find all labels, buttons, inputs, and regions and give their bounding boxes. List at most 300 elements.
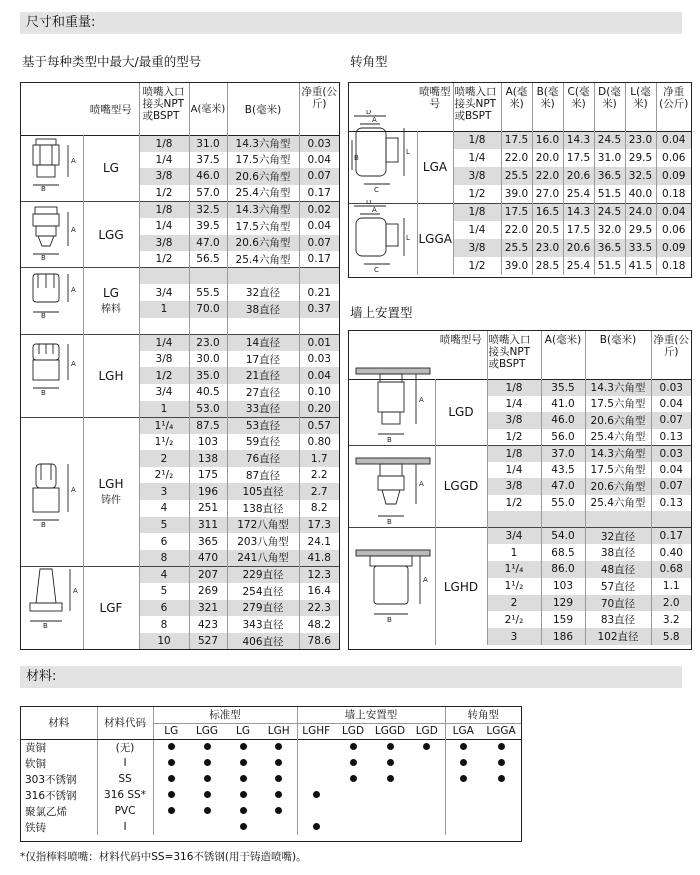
materials-column-header: LGH <box>261 723 297 739</box>
table-cell: 4 <box>139 566 189 583</box>
table-cell: 17直径 <box>227 351 299 368</box>
table-cell: 20.6六角型 <box>585 478 651 495</box>
table-cell: 0.68 <box>651 561 691 578</box>
table-cell: 4 <box>139 500 189 517</box>
table-cell: 47.0 <box>541 478 585 495</box>
materials-section-title: 材料: <box>20 666 682 688</box>
material-availability <box>225 803 261 819</box>
table-cell: 43.5 <box>541 462 585 479</box>
available-dot-icon <box>275 791 282 798</box>
available-dot-icon <box>275 807 282 814</box>
table-cell <box>189 268 227 285</box>
table-cell: 22.0 <box>532 167 563 185</box>
table-cell: 31.0 <box>189 135 227 152</box>
material-availability <box>261 739 297 755</box>
table-cell: 30.0 <box>189 351 227 368</box>
table-cell: 0.04 <box>299 218 339 235</box>
svg-text:D: D <box>366 110 372 116</box>
materials-column-header: LGD <box>409 723 445 739</box>
table-cell: 32直径 <box>227 284 299 301</box>
table-cell: 1/4 <box>139 218 189 235</box>
material-availability <box>189 787 225 803</box>
lgga-nozzle-diagram <box>350 200 414 274</box>
table-cell: 3/8 <box>139 235 189 252</box>
table-cell: 0.80 <box>299 434 339 451</box>
table-cell: 20.5 <box>532 221 563 239</box>
table-cell: 1/4 <box>453 221 501 239</box>
table-cell: 0.04 <box>299 367 339 384</box>
table-cell: 159 <box>541 611 585 628</box>
table-cell: 1/2 <box>139 367 189 384</box>
material-name: 软铜 <box>21 755 97 771</box>
table-cell <box>227 268 299 285</box>
svg-text:A: A <box>71 486 76 494</box>
table-cell: 41.5 <box>625 257 656 275</box>
available-dot-icon <box>460 775 467 782</box>
table-cell: 46.0 <box>189 168 227 185</box>
svg-text:A: A <box>71 360 76 368</box>
table-cell: 23.0 <box>625 131 656 149</box>
available-dot-icon <box>460 759 467 766</box>
table-cell: 0.10 <box>299 384 339 401</box>
model-name: LGA <box>417 131 453 203</box>
table-cell: 1/4 <box>139 152 189 169</box>
table-cell: 1/8 <box>139 201 189 218</box>
available-dot-icon <box>204 743 211 750</box>
table-cell <box>139 318 189 335</box>
available-dot-icon <box>204 791 211 798</box>
table-cell: 0.02 <box>299 201 339 218</box>
material-availability <box>445 819 481 835</box>
svg-text:B: B <box>41 312 46 320</box>
svg-text:B: B <box>41 521 46 529</box>
table-cell: 31.0 <box>594 149 625 167</box>
svg-text:B: B <box>387 436 392 444</box>
table-cell: 229直径 <box>227 566 299 583</box>
table-cell: 25.4六角型 <box>227 185 299 202</box>
svg-text:C: C <box>374 266 379 274</box>
available-dot-icon <box>387 743 394 750</box>
table-cell: 0.03 <box>651 445 691 462</box>
table-cell: 6 <box>139 600 189 617</box>
available-dot-icon <box>204 759 211 766</box>
table-cell: 83直径 <box>585 611 651 628</box>
material-code: (无) <box>97 739 153 755</box>
materials-column-header: LGGD <box>374 725 406 737</box>
available-dot-icon <box>168 743 175 750</box>
materials-column-header: LGG <box>195 725 219 737</box>
material-availability <box>189 739 225 755</box>
table-cell: 3/8 <box>453 239 501 257</box>
table-cell: 10 <box>139 633 189 650</box>
table-cell: 78.6 <box>299 633 339 650</box>
table-cell: 1¹/₂ <box>487 578 541 595</box>
table-cell: 172八角型 <box>227 517 299 534</box>
lgg-nozzle-diagram <box>26 204 82 262</box>
available-dot-icon <box>350 759 357 766</box>
table-cell <box>299 268 339 285</box>
table-cell: 251 <box>189 500 227 517</box>
table-cell: 53直径 <box>227 417 299 434</box>
material-availability <box>481 803 521 819</box>
model-name: LGH <box>83 334 139 417</box>
svg-text:B: B <box>43 622 48 630</box>
available-dot-icon <box>387 775 394 782</box>
table-cell: 14直径 <box>227 334 299 351</box>
table-cell: 1/2 <box>487 429 541 446</box>
table-cell: 0.06 <box>656 221 691 239</box>
available-dot-icon <box>313 823 320 830</box>
table-cell: 8 <box>139 616 189 633</box>
table-cell: 3 <box>139 483 189 500</box>
table-cell: 2 <box>139 450 189 467</box>
material-availability <box>409 819 445 835</box>
model-name: LG <box>83 135 139 201</box>
table-cell: 14.3六角型 <box>227 135 299 152</box>
table-cell: 343直径 <box>227 616 299 633</box>
material-availability <box>189 755 225 771</box>
table-cell: 8 <box>139 550 189 567</box>
table-cell <box>227 318 299 335</box>
wall-header-weight: 净重(公斤) <box>653 334 690 358</box>
lgd-nozzle-diagram <box>354 362 434 446</box>
table-cell: 32.5 <box>189 201 227 218</box>
main-header-a: A(毫米) <box>189 83 227 135</box>
svg-text:B: B <box>41 254 46 262</box>
model-name: LGGA <box>417 203 453 275</box>
table-cell: 203八角型 <box>227 533 299 550</box>
material-availability <box>153 819 189 835</box>
materials-header-wall: 墙上安置型 <box>297 707 445 723</box>
table-cell: 24.5 <box>594 203 625 221</box>
main-header-weight: 净重(公斤) <box>301 86 338 110</box>
table-cell: 1 <box>487 544 541 561</box>
angle-header-a: A(毫米) <box>501 83 532 131</box>
table-cell <box>299 318 339 335</box>
table-cell: 186 <box>541 628 585 645</box>
materials-column-header: LG <box>236 725 250 737</box>
table-cell: 129 <box>541 595 585 612</box>
table-cell <box>651 511 691 528</box>
model-name: LGH 铸件 <box>83 417 139 566</box>
table-cell: 40.5 <box>189 384 227 401</box>
table-cell <box>139 268 189 285</box>
table-cell: 0.03 <box>651 379 691 396</box>
material-availability <box>409 803 445 819</box>
available-dot-icon <box>387 759 394 766</box>
material-availability <box>261 771 297 787</box>
material-availability <box>335 803 371 819</box>
materials-column-header: LGA <box>452 725 474 737</box>
wall-header-a: A(毫米) <box>541 331 585 379</box>
table-cell <box>487 511 541 528</box>
table-cell: 55.0 <box>541 495 585 512</box>
table-cell: 269 <box>189 583 227 600</box>
table-cell: 0.09 <box>656 239 691 257</box>
angle-table-heading: 转角型 <box>350 54 388 69</box>
table-cell: 57直径 <box>585 578 651 595</box>
material-availability <box>371 787 409 803</box>
table-cell: 0.13 <box>651 429 691 446</box>
table-cell: 1/4 <box>487 396 541 413</box>
available-dot-icon <box>168 791 175 798</box>
table-cell: 16.5 <box>532 203 563 221</box>
table-cell: 3/4 <box>487 528 541 545</box>
table-cell: 1/2 <box>139 251 189 268</box>
table-cell: 33直径 <box>227 401 299 418</box>
table-cell: 1.1 <box>651 578 691 595</box>
available-dot-icon <box>313 791 320 798</box>
angle-header-weight: 净重(公斤) <box>659 86 689 110</box>
table-cell: 87.5 <box>189 417 227 434</box>
table-cell: 0.06 <box>656 149 691 167</box>
left-table-heading: 基于每种类型中最大/最重的型号 <box>22 54 202 69</box>
table-cell: 17.5 <box>501 131 532 149</box>
table-cell: 22.0 <box>501 221 532 239</box>
available-dot-icon <box>240 743 247 750</box>
available-dot-icon <box>275 775 282 782</box>
table-cell: 102直径 <box>585 628 651 645</box>
table-cell: 1/2 <box>453 257 501 275</box>
table-cell: 70.0 <box>189 301 227 318</box>
material-availability <box>371 771 409 787</box>
angle-header-model: 喷嘴型号 <box>417 83 453 131</box>
table-cell: 25.5 <box>501 167 532 185</box>
table-cell: 76直径 <box>227 450 299 467</box>
table-cell: 1/8 <box>453 131 501 149</box>
svg-text:B: B <box>387 616 392 624</box>
available-dot-icon <box>240 759 247 766</box>
table-cell: 48.2 <box>299 616 339 633</box>
material-availability <box>261 755 297 771</box>
available-dot-icon <box>423 743 430 750</box>
table-cell: 23.0 <box>532 239 563 257</box>
table-cell <box>541 511 585 528</box>
table-cell: 470 <box>189 550 227 567</box>
material-availability <box>225 819 261 835</box>
table-cell: 2¹/₂ <box>139 467 189 484</box>
material-availability <box>445 739 481 755</box>
table-cell: 103 <box>541 578 585 595</box>
svg-text:C: C <box>374 186 379 194</box>
table-cell: 3 <box>487 628 541 645</box>
material-availability <box>189 803 225 819</box>
materials-footnote: *仅指棒料喷嘴：材料代码中SS=316不锈钢(用于铸造喷嘴)。 <box>20 851 307 863</box>
table-cell: 0.21 <box>299 284 339 301</box>
table-cell: 1¹/₂ <box>139 434 189 451</box>
table-cell: 24.0 <box>625 203 656 221</box>
material-availability <box>189 819 225 835</box>
material-availability <box>371 819 409 835</box>
table-cell: 196 <box>189 483 227 500</box>
angle-header-l: L(毫米) <box>625 83 656 131</box>
table-cell: 0.07 <box>299 168 339 185</box>
table-cell: 0.17 <box>651 528 691 545</box>
table-cell: 0.04 <box>656 203 691 221</box>
table-cell: 23.0 <box>189 334 227 351</box>
available-dot-icon <box>460 743 467 750</box>
model-name: LGF <box>83 566 139 649</box>
lg-nozzle-diagram <box>26 135 82 193</box>
material-code: SS <box>97 771 153 787</box>
svg-text:L: L <box>406 234 410 242</box>
table-cell: 87直径 <box>227 467 299 484</box>
table-cell: 17.5 <box>563 149 594 167</box>
table-cell: 29.5 <box>625 221 656 239</box>
wall-table-heading: 墙上安置型 <box>350 305 413 320</box>
angle-header-c: C(毫米) <box>563 83 594 131</box>
material-availability <box>261 819 297 835</box>
table-cell: 41.0 <box>541 396 585 413</box>
available-dot-icon <box>240 775 247 782</box>
table-cell: 5.8 <box>651 628 691 645</box>
material-availability <box>445 787 481 803</box>
model-name: LGGD <box>435 445 487 528</box>
table-cell: 25.4六角型 <box>585 495 651 512</box>
table-cell <box>189 318 227 335</box>
table-cell: 2.0 <box>651 595 691 612</box>
material-availability <box>297 739 335 755</box>
diagram-label-a: A <box>71 157 76 165</box>
table-cell: 14.3 <box>563 131 594 149</box>
lgh-nozzle-diagram <box>26 340 82 398</box>
table-cell: 0.04 <box>651 396 691 413</box>
table-cell: 5 <box>139 583 189 600</box>
table-cell: 3/8 <box>487 412 541 429</box>
table-cell: 3/4 <box>139 284 189 301</box>
angle-header-b: B(毫米) <box>532 83 563 131</box>
model-name: LG 棒料 <box>83 268 139 334</box>
available-dot-icon <box>350 775 357 782</box>
table-cell: 1/8 <box>139 135 189 152</box>
model-name: LGD <box>435 379 487 445</box>
available-dot-icon <box>275 743 282 750</box>
table-cell: 0.40 <box>651 544 691 561</box>
material-code: PVC <box>97 803 153 819</box>
table-cell: 32直径 <box>585 528 651 545</box>
table-cell: 0.07 <box>651 412 691 429</box>
table-cell: 3/8 <box>139 351 189 368</box>
material-name: 303不锈钢 <box>21 771 97 787</box>
table-cell: 311 <box>189 517 227 534</box>
main-header-b: B(毫米) <box>227 83 299 135</box>
table-cell: 0.03 <box>299 135 339 152</box>
available-dot-icon <box>168 775 175 782</box>
available-dot-icon <box>204 775 211 782</box>
lg-bar-nozzle-diagram <box>26 270 82 320</box>
materials-row <box>21 739 521 755</box>
material-availability <box>225 755 261 771</box>
table-cell: 254直径 <box>227 583 299 600</box>
table-cell: 207 <box>189 566 227 583</box>
table-cell: 2¹/₂ <box>487 611 541 628</box>
material-availability <box>481 787 521 803</box>
table-cell: 51.5 <box>594 257 625 275</box>
material-availability <box>409 739 445 755</box>
material-availability <box>371 755 409 771</box>
table-cell: 47.0 <box>189 235 227 252</box>
table-cell: 138 <box>189 450 227 467</box>
table-cell: 27.0 <box>532 185 563 203</box>
table-cell: 68.5 <box>541 544 585 561</box>
table-cell: 25.4 <box>563 257 594 275</box>
table-cell: 70直径 <box>585 595 651 612</box>
table-cell: 0.07 <box>651 478 691 495</box>
available-dot-icon <box>498 775 505 782</box>
lgf-nozzle-diagram <box>26 565 82 631</box>
material-availability <box>481 755 521 771</box>
available-dot-icon <box>240 791 247 798</box>
table-cell: 32.5 <box>625 167 656 185</box>
table-cell: 41.8 <box>299 550 339 567</box>
table-cell: 321 <box>189 600 227 617</box>
table-cell: 17.3 <box>299 517 339 534</box>
svg-text:B: B <box>41 389 46 397</box>
material-availability <box>445 771 481 787</box>
table-cell: 0.18 <box>656 257 691 275</box>
materials-header-code: 材料代码 <box>97 707 153 739</box>
svg-text:A: A <box>372 206 377 214</box>
material-availability <box>335 819 371 835</box>
lgh-cast-nozzle-diagram <box>26 460 82 530</box>
table-cell: 20.6六角型 <box>227 235 299 252</box>
table-cell: 59直径 <box>227 434 299 451</box>
lggd-nozzle-diagram <box>354 452 434 532</box>
materials-row <box>21 787 521 803</box>
material-code: I <box>97 755 153 771</box>
svg-text:A: A <box>423 576 428 584</box>
svg-text:L: L <box>406 148 410 156</box>
wall-header-model: 喷嘴型号 <box>435 331 487 379</box>
table-cell: 3/4 <box>139 384 189 401</box>
material-code: I <box>97 819 153 835</box>
material-availability <box>153 739 189 755</box>
materials-column-header: LGD <box>341 725 365 737</box>
lga-nozzle-diagram <box>350 110 414 194</box>
table-cell: 1/8 <box>487 445 541 462</box>
svg-text:B: B <box>41 185 46 193</box>
material-availability <box>371 739 409 755</box>
table-cell: 56.5 <box>189 251 227 268</box>
material-availability <box>371 803 409 819</box>
table-cell: 365 <box>189 533 227 550</box>
table-cell: 35.0 <box>189 367 227 384</box>
table-cell: 138直径 <box>227 500 299 517</box>
table-cell: 0.18 <box>656 185 691 203</box>
material-name: 聚氯乙烯 <box>21 803 97 819</box>
table-cell: 36.5 <box>594 167 625 185</box>
table-cell: 21直径 <box>227 367 299 384</box>
svg-text:A: A <box>73 587 78 595</box>
table-cell: 48直径 <box>585 561 651 578</box>
svg-text:A: A <box>419 396 424 404</box>
material-availability <box>261 787 297 803</box>
table-cell: 51.5 <box>594 185 625 203</box>
table-cell: 17.5六角型 <box>227 152 299 169</box>
materials-column-header: LGHF <box>302 725 331 737</box>
table-row <box>21 417 339 434</box>
table-cell: 2.7 <box>299 483 339 500</box>
table-cell: 33.5 <box>625 239 656 257</box>
table-cell: 3/8 <box>139 168 189 185</box>
table-cell: 103 <box>189 434 227 451</box>
table-cell: 37.0 <box>541 445 585 462</box>
svg-text:A: A <box>372 116 377 124</box>
table-cell: 406直径 <box>227 633 299 650</box>
table-cell: 27直径 <box>227 384 299 401</box>
main-header-model: 喷嘴型号 <box>83 83 139 135</box>
table-cell: 0.17 <box>299 185 339 202</box>
